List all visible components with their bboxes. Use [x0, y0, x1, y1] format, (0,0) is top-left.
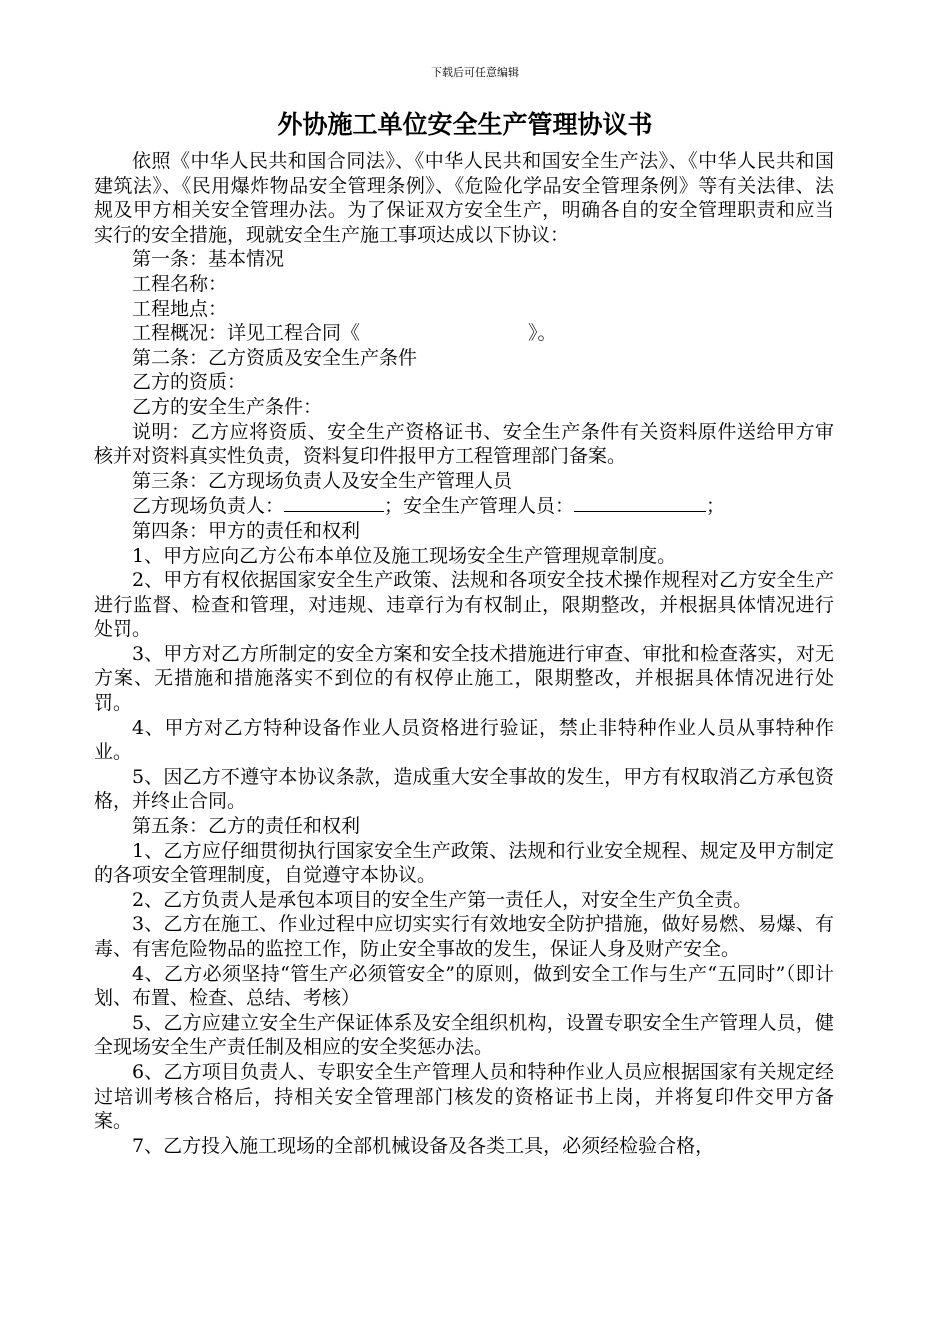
project-overview-line [94, 321, 834, 346]
line-end: ； [706, 495, 726, 518]
qualification-field: 乙方的资质： [132, 371, 247, 394]
site-manager-blank [284, 493, 384, 512]
article-5-item: 1、乙方应仔细贯彻执行国家安全生产政策、法规和行业安全规程、规定及甲方制定的各项安全管理制度，自觉遵守本协议。 [94, 839, 834, 887]
intro-paragraph: 依照《中华人民共和国合同法》、《中华人民共和国安全生产法》、《中华人民共和国建筑法》、《民用爆炸物品安全管理条例》、《危险化学品安全管理条例》等有关法律、法规及甲方相关安全管理办法。为了保证双方安全生产，明确各自的安全管理职责和应当实行的安全措施，现就安全生产施工事项达成以下协议： [94, 150, 834, 246]
site-manager-label: 乙方现场负责人： [132, 495, 285, 518]
project-name-field: 工程名称： [132, 272, 228, 295]
safety-manager-blank [574, 493, 706, 512]
article-5-item: 7、乙方投入施工现场的全部机械设备及各类工具，必须经检验合格， [132, 1134, 715, 1157]
document-body [94, 149, 834, 1158]
safety-conditions-field: 乙方的安全生产条件： [132, 395, 323, 418]
article-2-heading: 第二条：乙方资质及安全生产条件 [132, 346, 418, 369]
document-title: 外协施工单位安全生产管理协议书 [277, 110, 653, 139]
article-5-item: 5、乙方应建立安全生产保证体系及安全组织机构，设置专职安全生产管理人员，健全现场安全生产责任制及相应的安全奖惩办法。 [94, 1011, 834, 1059]
safety-manager-label: 安全生产管理人员： [403, 495, 575, 518]
article-5-item: 6、乙方项目负责人、专职安全生产管理人员和特种作业人员应根据国家有关规定经过培训考核合格后，持相关安全管理部门核发的资格证书上岗，并将复印件交甲方备案。 [94, 1060, 834, 1133]
overview-suffix: 》。 [528, 322, 557, 345]
separator: ； [384, 495, 404, 518]
article-4-item: 4、甲方对乙方特种设备作业人员资格进行验证，禁止非特种作业人员从事特种作业。 [94, 716, 834, 764]
article-4-item: 5、因乙方不遵守本协议条款，造成重大安全事故的发生，甲方有权取消乙方承包资格，并终止合同。 [94, 765, 834, 813]
project-location-field: 工程地点： [132, 297, 228, 320]
article-4-item: 3、甲方对乙方所制定的安全方案和安全技术措施进行审查、审批和检查落实，对无方案、无措施和措施落实不到位的有权停止施工，限期整改，并根据具体情况进行处罚。 [94, 642, 834, 715]
responsible-persons-line [94, 493, 834, 519]
article-4-item: 2、甲方有权依据国家安全生产政策、法规和各项安全技术操作规程对乙方安全生产进行监督、检查和管理，对违规、违章行为有权制止，限期整改，并根据具体情况进行处罚。 [94, 569, 834, 641]
article-4-item: 1、甲方应向乙方公布本单位及施工现场安全生产管理规章制度。 [132, 544, 677, 567]
article-5-item: 2、乙方负责人是承包本项目的安全生产第一责任人，对安全生产负全责。 [132, 888, 753, 911]
header-note: 下载后可任意编辑 [431, 66, 519, 79]
article-3-heading: 第三条：乙方现场负责人及安全生产管理人员 [132, 469, 513, 492]
article-2-note: 说明：乙方应将资质、安全生产资格证书、安全生产条件有关资料原件送给甲方审核并对资料真实性负责，资料复印件报甲方工程管理部门备案。 [94, 420, 834, 468]
overview-prefix: 工程概况：详见工程合同《 [132, 322, 361, 345]
article-5-item: 4、乙方必须坚持“管生产必须管安全”的原则，做到安全工作与生产“五同时”（即计划、布置、检查、总结、考核） [94, 962, 834, 1010]
article-5-item: 3、乙方在施工、作业过程中应切实实行有效地安全防护措施，做好易燃、易爆、有毒、有害危险物品的监控工作，防止安全事故的发生，保证人身及财产安全。 [94, 913, 834, 960]
article-5-heading: 第五条：乙方的责任和权利 [132, 815, 361, 838]
article-4-heading: 第四条：甲方的责任和权利 [132, 519, 361, 542]
article-1-heading: 第一条：基本情况 [132, 248, 285, 271]
